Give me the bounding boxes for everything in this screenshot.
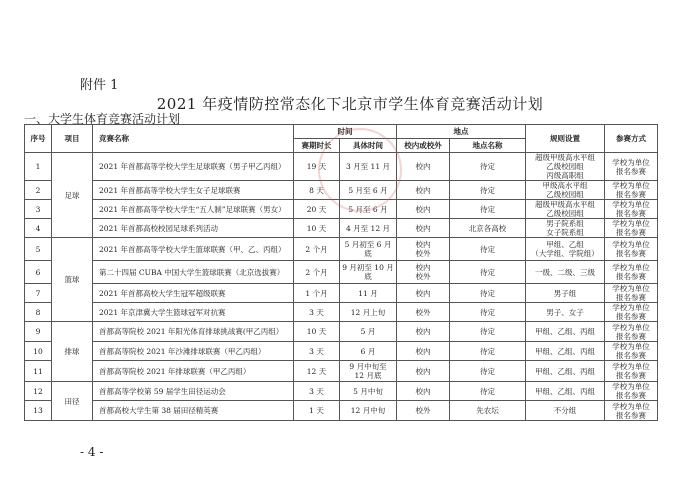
cell-name: 首都高校大学生第 38 届田径精英赛	[93, 401, 294, 421]
header-item: 项目	[52, 125, 93, 153]
cell-mode: 学校为单位 报名参赛	[605, 153, 658, 181]
cell-duration: 3 天	[294, 382, 340, 401]
cell-date: 4 月至 12 月	[340, 219, 397, 238]
cell-duration: 8 天	[294, 181, 340, 200]
header-time: 时间	[294, 125, 397, 139]
cell-rules: 甲组、乙组、丙组	[526, 361, 605, 382]
cell-no: 10	[25, 342, 52, 361]
cell-inout: 校内	[397, 382, 450, 401]
document-title: 2021 年疫情防控常态化下北京市学生体育竞赛活动计划	[156, 95, 544, 113]
attachment-label: 附件 1	[80, 78, 119, 93]
cell-item: 足球	[52, 153, 93, 238]
cell-mode: 学校为单位 报名参赛	[605, 382, 658, 401]
table-row	[25, 238, 658, 261]
cell-name: 2021 年京津冀大学生篮球冠军对抗赛	[93, 303, 294, 322]
table-row	[25, 284, 658, 303]
cell-mode: 学校为单位 报名参赛	[605, 238, 658, 261]
header-rules: 规则设置	[526, 125, 605, 153]
cell-venue: 待定	[450, 382, 526, 401]
cell-mode: 学校为单位 报名参赛	[605, 342, 658, 361]
cell-no: 13	[25, 401, 52, 421]
header-place: 地点	[397, 125, 526, 139]
cell-rules: 超级甲级高水平组 乙级校园组 丙级高职组	[526, 153, 605, 181]
cell-date: 12 月中旬	[340, 401, 397, 421]
header-inout: 校内或校外	[397, 139, 450, 153]
cell-item: 排球	[52, 322, 93, 382]
cell-date: 5 月	[340, 322, 397, 342]
cell-inout: 校内	[397, 361, 450, 382]
cell-venue: 待定	[450, 238, 526, 261]
cell-venue: 北京各高校	[450, 219, 526, 238]
cell-duration: 10 天	[294, 219, 340, 238]
cell-date: 5 月至 6 月	[340, 200, 397, 219]
cell-name: 2021 年首都高等学校大学生“五人制”足球联赛（男女）	[93, 200, 294, 219]
cell-mode: 学校为单位 报名参赛	[605, 401, 658, 421]
cell-date: 6 月	[340, 342, 397, 361]
cell-rules: 甲组、乙组、丙组	[526, 322, 605, 342]
cell-inout: 校内	[397, 153, 450, 181]
cell-inout: 校内	[397, 284, 450, 303]
cell-venue: 待定	[450, 261, 526, 284]
cell-item: 田径	[52, 382, 93, 421]
cell-inout: 校内	[397, 219, 450, 238]
cell-no: 7	[25, 284, 52, 303]
cell-date: 5 月初至 6 月 底	[340, 238, 397, 261]
cell-rules: 甲级高水平组 乙级校园组	[526, 181, 605, 200]
cell-rules: 甲组、乙组 （大学组、学院组）	[526, 238, 605, 261]
cell-name: 2021 年首都高等学校大学生足球联赛（男子甲乙丙组）	[93, 153, 294, 181]
cell-date: 12 月上旬	[340, 303, 397, 322]
cell-no: 8	[25, 303, 52, 322]
cell-inout: 校外	[397, 401, 450, 421]
cell-mode: 学校为单位 报名参赛	[605, 361, 658, 382]
official-seal	[318, 128, 402, 212]
cell-inout: 校内	[397, 181, 450, 200]
cell-mode: 学校为单位 报名参赛	[605, 181, 658, 200]
cell-no: 9	[25, 322, 52, 342]
table-row	[25, 342, 658, 361]
cell-name: 首都高等院校 2021 年沙滩排球联赛（甲乙丙组）	[93, 342, 294, 361]
cell-name: 2021 年首都高等学校大学生女子足球联赛	[93, 181, 294, 200]
cell-date: 11 月	[340, 284, 397, 303]
cell-item: 篮球	[52, 238, 93, 322]
cell-name: 首都高等院校 2021 年排球联赛（甲乙丙组）	[93, 361, 294, 382]
cell-mode: 学校为单位 报名参赛	[605, 200, 658, 219]
header-name: 竞赛名称	[93, 125, 294, 153]
cell-duration: 1 个月	[294, 284, 340, 303]
cell-duration: 2 个月	[294, 261, 340, 284]
page-number: - 4 -	[80, 445, 104, 459]
cell-name: 2021 年首都高校校园足球系列活动	[93, 219, 294, 238]
cell-rules: 男子院系组 女子院系组	[526, 219, 605, 238]
cell-venue: 待定	[450, 322, 526, 342]
header-mode: 参赛方式	[605, 125, 658, 153]
cell-venue: 待定	[450, 181, 526, 200]
table-row	[25, 303, 658, 322]
cell-duration: 10 天	[294, 322, 340, 342]
cell-mode: 学校为单位 报名参赛	[605, 322, 658, 342]
cell-date: 3 月至 11 月	[340, 153, 397, 181]
table-row	[25, 219, 658, 238]
header-date: 具体时间	[340, 139, 397, 153]
cell-venue: 待定	[450, 303, 526, 322]
cell-no: 1	[25, 153, 52, 181]
header-duration: 赛期时长	[294, 139, 340, 153]
cell-rules: 男子、女子	[526, 303, 605, 322]
cell-inout: 校内	[397, 322, 450, 342]
header-venue: 地点名称	[450, 139, 526, 153]
cell-mode: 学校为单位 报名参赛	[605, 261, 658, 284]
cell-venue: 待定	[450, 153, 526, 181]
cell-rules: 男子组	[526, 284, 605, 303]
cell-mode: 学校为单位 报名参赛	[605, 219, 658, 238]
cell-duration: 20 天	[294, 200, 340, 219]
cell-rules: 甲组、乙组、丙组	[526, 382, 605, 401]
cell-venue: 待定	[450, 361, 526, 382]
cell-duration: 2 个月	[294, 238, 340, 261]
cell-duration: 19 天	[294, 153, 340, 181]
cell-duration: 1 天	[294, 401, 340, 421]
cell-venue: 待定	[450, 342, 526, 361]
cell-date: 9 月中旬至 12 月底	[340, 361, 397, 382]
cell-date: 5 月至 6 月	[340, 181, 397, 200]
cell-no: 6	[25, 261, 52, 284]
cell-mode: 学校为单位 报名参赛	[605, 284, 658, 303]
cell-duration: 12 天	[294, 361, 340, 382]
cell-no: 12	[25, 382, 52, 401]
cell-inout: 校内	[397, 200, 450, 219]
cell-venue: 待定	[450, 284, 526, 303]
table-row	[25, 361, 658, 382]
cell-inout: 校内	[397, 342, 450, 361]
cell-rules: 一级、二级、三级	[526, 261, 605, 284]
cell-date: 9 月初至 10 月 底	[340, 261, 397, 284]
cell-duration: 3 天	[294, 342, 340, 361]
cell-name: 第二十四届 CUBA 中国大学生篮球联赛（北京选拔赛）	[93, 261, 294, 284]
cell-inout: 校内 校外	[397, 238, 450, 261]
cell-name: 首都高等院校 2021 年阳光体育排球挑战赛(甲乙丙组）	[93, 322, 294, 342]
cell-rules: 不分组	[526, 401, 605, 421]
cell-name: 2021 年首都高校大学生冠军超级联赛	[93, 284, 294, 303]
table-row	[25, 401, 658, 421]
section-heading: 一、大学生体育竞赛活动计划	[24, 112, 181, 126]
cell-rules: 甲组、乙组、丙组	[526, 342, 605, 361]
cell-no: 4	[25, 219, 52, 238]
cell-name: 首都高等学校第 59 届学生田径运动会	[93, 382, 294, 401]
cell-duration: 3 天	[294, 303, 340, 322]
cell-name: 2021 年首都高等学校大学生篮球联赛（甲、乙、丙组）	[93, 238, 294, 261]
table-row	[25, 322, 658, 342]
cell-mode: 学校为单位 报名参赛	[605, 303, 658, 322]
cell-rules: 超级甲级高水平组 乙级校园组	[526, 200, 605, 219]
cell-inout: 校外	[397, 303, 450, 322]
cell-no: 11	[25, 361, 52, 382]
cell-no: 5	[25, 238, 52, 261]
table-row	[25, 382, 658, 401]
cell-no: 3	[25, 200, 52, 219]
cell-venue: 先农坛	[450, 401, 526, 421]
cell-inout: 校内 校外	[397, 261, 450, 284]
header-no: 序号	[25, 125, 52, 153]
cell-date: 5 月中旬	[340, 382, 397, 401]
cell-venue: 待定	[450, 200, 526, 219]
cell-no: 2	[25, 181, 52, 200]
table-row	[25, 261, 658, 284]
